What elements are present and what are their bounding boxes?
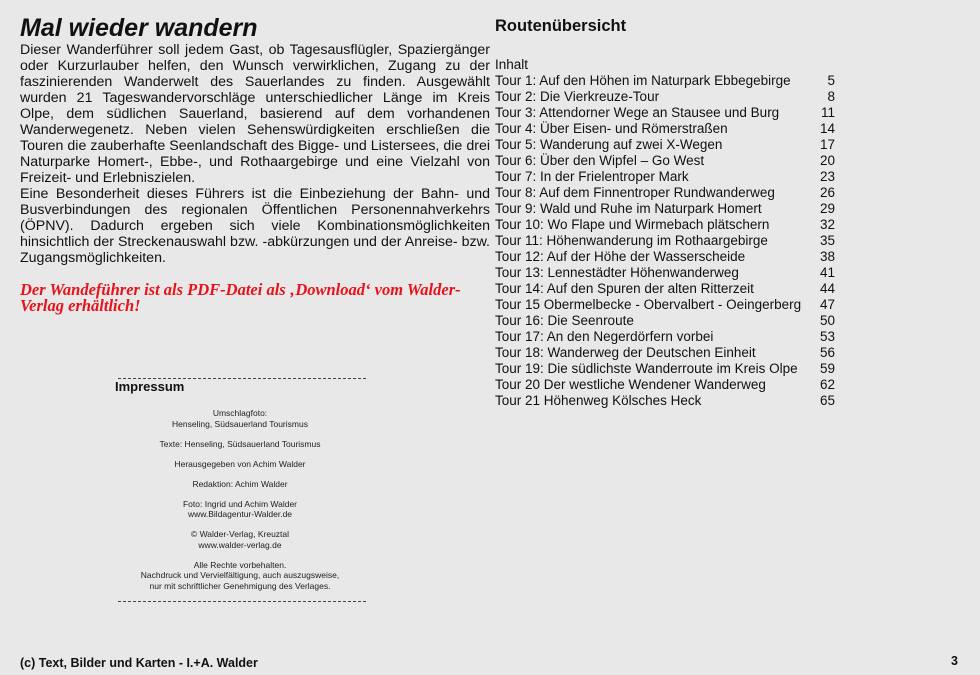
toc-item-label: Tour 8: Auf dem Finnentroper Rundwanderweg (495, 185, 775, 200)
toc-list (495, 73, 840, 409)
toc-item-page: 53 (819, 329, 835, 344)
toc-item[interactable] (495, 377, 835, 393)
toc-item-label: Tour 6: Über den Wipfel – Go West (495, 153, 705, 168)
toc-item-page: 62 (819, 377, 835, 392)
intro-paragraph: Dieser Wanderführer soll jedem Gast, ob Tagesausflügler, Spaziergänger oder Kurzurlauber helfen, den Wunsch verwirklichen, Zugang zu der faszinierenden Wanderwelt des Sauerlandes zu finden. Ausgewählt wurden 21 Tageswandervorschläge unterschiedlicher Länge im Kreis Olpe, dem südlichen Sauerland, basierend auf dem vorhandenen Wanderwegenetz. Neben vielen Sehenswürdigkeiten erschließen die Touren die zauberhafte Seenlandschaft des Bigge- und Listersees, die drei Naturparke Homert-, Ebbe-, und Rothaargebirge und eine Vielzahl von Freizeit- und Erlebniszielen. (20, 42, 490, 186)
toc-item-label: Tour 16: Die Seenroute (495, 313, 634, 328)
toc-item-label: Tour 19: Die südlichste Wanderroute im Kreis Olpe (495, 361, 798, 376)
toc-item-label: Tour 17: An den Negerdörfern vorbei (495, 329, 714, 344)
impressum-line: Nachdruck und Vervielfältigung, auch auszugsweise, (140, 570, 340, 580)
impressum-box (114, 378, 366, 602)
toc-item[interactable] (495, 361, 835, 377)
toc-item[interactable] (495, 137, 835, 153)
toc-item-page: 17 (819, 137, 835, 152)
impressum-line: Redaktion: Achim Walder (192, 478, 288, 489)
toc-item[interactable] (495, 249, 835, 265)
impressum-rights (114, 560, 366, 592)
impressum-texts (114, 439, 366, 450)
toc-item-label: Tour 5: Wanderung auf zwei X-Wegen (495, 137, 723, 152)
impressum-cover-photo (114, 408, 366, 429)
toc-item[interactable] (495, 313, 835, 329)
impressum-editor (114, 479, 366, 490)
toc-item-label: Tour 21 Höhenweg Kölsches Heck (495, 393, 702, 408)
intro-column (20, 14, 490, 314)
impressum-line: Alle Rechte vorbehalten. (193, 559, 287, 570)
toc-item-page: 56 (819, 345, 835, 360)
toc-item[interactable] (495, 329, 835, 345)
toc-item[interactable] (495, 73, 835, 89)
toc-item-page: 50 (819, 313, 835, 328)
impressum-line: © Walder-Verlag, Kreuztal (190, 529, 290, 539)
toc-item-page: 29 (819, 201, 835, 216)
impressum-line: Henseling, Südsauerland Tourismus (172, 418, 308, 429)
intro-paragraph: Eine Besonderheit dieses Führers ist die Einbeziehung der Bahn- und Busverbindungen des regionalen Öffentlichen Personennahverkehrs (ÖPNV). Dadurch ergeben sich viele Kombinationsmöglichkeiten hinsichtlich der Streckenauswahl bzw. -abkürzungen und der Anreise- bzw. Zugangsmöglichkeiten. (20, 186, 490, 266)
toc-item-label: Tour 15 Obermelbecke - Obervalbert - Oeingerberg (495, 297, 802, 312)
download-notice: Der Wandeführer ist als PDF-Datei als ‚Download‘ vom Walder-Verlag erhältlich! (20, 280, 461, 315)
toc-item-label: Tour 1: Auf den Höhen im Naturpark Ebbegebirge (495, 73, 791, 88)
toc-item-page: 59 (819, 361, 835, 376)
impressum-line: Umschlagfoto: (212, 408, 268, 418)
toc-item-page: 44 (819, 281, 835, 296)
toc-item-page: 65 (819, 393, 835, 408)
page-number: 3 (951, 654, 958, 668)
route-overview (495, 16, 840, 409)
toc-item[interactable] (495, 265, 835, 281)
toc-item[interactable] (495, 201, 835, 217)
toc-item-label: Tour 2: Die Vierkreuze-Tour (495, 89, 660, 104)
toc-item-page: 47 (819, 297, 835, 312)
footer-copyright: (c) Text, Bilder und Karten - I.+A. Walder (20, 656, 258, 670)
toc-item[interactable] (495, 393, 835, 409)
toc-item-page: 14 (819, 121, 835, 136)
toc-item-label: Tour 3: Attendorner Wege an Stausee und Burg (495, 105, 780, 120)
impressum-line: nur mit schriftlicher Genehmigung des Verlages. (149, 580, 331, 591)
toc-item[interactable] (495, 345, 835, 361)
page-title: Mal wieder wandern (20, 14, 258, 42)
impressum-link[interactable]: www.Bildagentur-Walder.de (187, 509, 293, 519)
toc-item[interactable] (495, 153, 835, 169)
toc-item-label: Tour 9: Wald und Ruhe im Naturpark Homert (495, 201, 762, 216)
toc-item-page: 5 (827, 73, 835, 88)
toc-item-page: 20 (819, 153, 835, 168)
impressum-photo (114, 499, 366, 520)
toc-item-label: Tour 20 Der westliche Wendener Wanderweg (495, 377, 766, 392)
toc-item[interactable] (495, 217, 835, 233)
impressum-publisher (114, 459, 366, 470)
toc-item[interactable] (495, 297, 835, 313)
toc-item[interactable] (495, 233, 835, 249)
toc-item-label: Tour 12: Auf der Höhe der Wasserscheide (495, 249, 746, 264)
toc-item-label: Tour 14: Auf den Spuren der alten Ritterzeit (495, 281, 754, 296)
divider (118, 601, 366, 602)
toc-item-label: Tour 18: Wanderweg der Deutschen Einheit (495, 345, 756, 360)
toc-item-page: 35 (819, 233, 835, 248)
impressum-line: Herausgegeben von Achim Walder (174, 458, 306, 469)
toc-item[interactable] (495, 281, 835, 297)
toc-item-page: 8 (827, 89, 835, 104)
impressum-link[interactable]: www.walder-verlag.de (198, 539, 282, 550)
toc-item[interactable] (495, 105, 835, 121)
toc-item-page: 11 (820, 105, 835, 120)
toc-item-label: Tour 11: Höhenwanderung im Rothaargebirge (495, 233, 768, 248)
toc-item-label: Tour 10: Wo Flape und Wirmebach plätschern (495, 217, 770, 232)
toc-item-label: Tour 4: Über Eisen- und Römerstraßen (495, 121, 728, 136)
toc-item-page: 26 (819, 185, 835, 200)
impressum-line: Texte: Henseling, Südsauerland Tourismus (159, 438, 321, 449)
toc-title: Routenübersicht (495, 17, 627, 35)
toc-item-page: 41 (819, 265, 835, 280)
toc-item[interactable] (495, 121, 835, 137)
toc-caption: Inhalt (495, 57, 529, 72)
toc-item[interactable] (495, 89, 835, 105)
toc-item-label: Tour 7: In der Frielentroper Mark (495, 169, 689, 184)
toc-item[interactable] (495, 169, 835, 185)
toc-item-page: 38 (819, 249, 835, 264)
toc-item-page: 23 (819, 169, 835, 184)
toc-item[interactable] (495, 185, 835, 201)
impressum-line: Foto: Ingrid und Achim Walder (182, 498, 297, 509)
toc-item-label: Tour 13: Lennestädter Höhenwanderweg (495, 265, 739, 280)
impressum-copyright (114, 529, 366, 550)
impressum-title: Impressum (115, 379, 185, 394)
toc-item-page: 32 (819, 217, 835, 232)
intro-text (20, 42, 490, 266)
